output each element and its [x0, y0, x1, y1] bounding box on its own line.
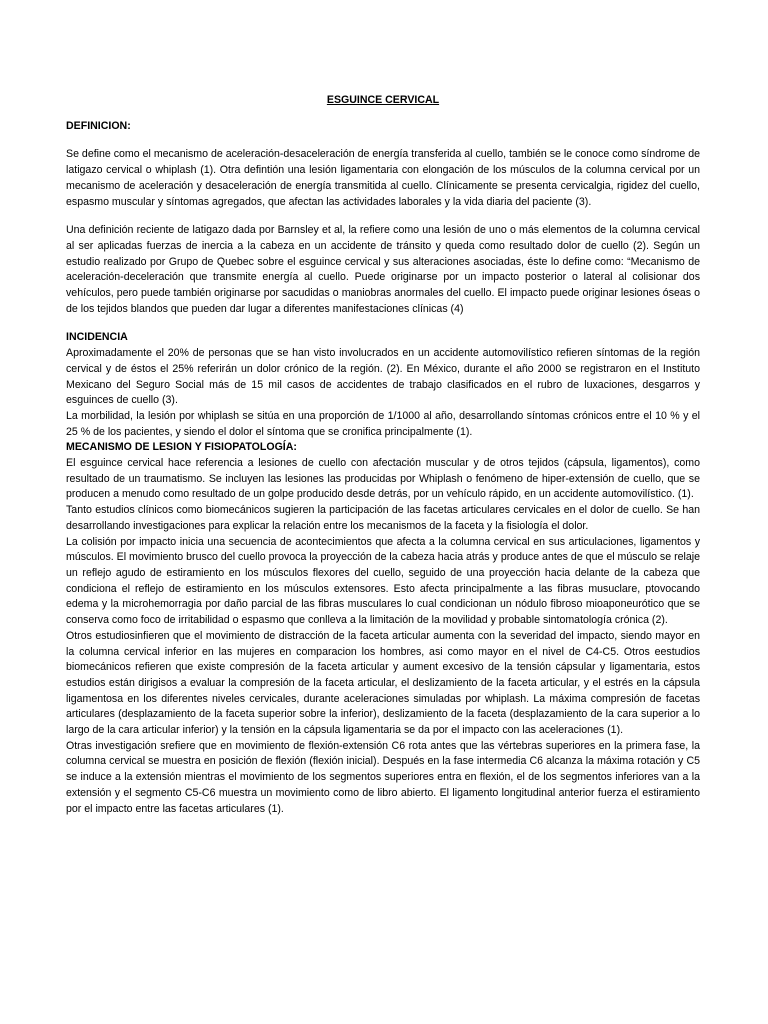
paragraph-incidencia-2: La morbilidad, la lesión por whiplash se sitúa en una proporción de 1/1000 al año, desarrollando síntomas crónicos entre el 10 % y el 25 % de los pacientes, y siendo el dolor el síntoma que se cronifica principalmente (1).: [66, 409, 700, 438]
paragraph-definicion-2: Una definición reciente de latigazo dada por Barnsley et al, la refiere como una lesión de uno o más elementos de la columna cervical al ser aplicadas fuerzas de inercia a la cabeza en un accidente de tránsito y queda como resultado dolor de cuello (2). Según un estudio realizado por Grupo de Quebec sobre el esguince cervical y sus alteraciones asociadas, éste lo define como: “Mecanismo de aceleración-deceleración que transmite energía al cuello. Puede originarse por un impacto posterior o lateral al colisionar dos vehículos, pero puede también originarse por sacudidas o maniobras anormales del cuello. El impacto puede originar lesiones óseas o de los tejidos blandos que pueden dar lugar a diferentes manifestaciones clínicas (4): [66, 224, 700, 315]
paragraph-mecanismo-5: Otras investigación srefiere que en movimiento de flexión-extensión C6 rota antes que las vértebras superiores en la primera fase, la columna cervical se muestra en posición de flexión (flexión inicial). Después en la fase intermedia C6 alcanza la máxima rotación y C5 se induce a la extensión mientras el movimiento de los segmentos superiores entra en flexión, el de los segmentos inferiores van a la extensión y el segmento C5-C6 muestra un movimiento como de libro abierto. El ligamento longitudinal anterior fuerza el estiramiento por el impacto entre las facetas articulares (1).: [66, 739, 700, 815]
paragraph-mecanismo-2: Tanto estudios clínicos como biomecánicos sugieren la participación de las facetas articulares cervicales en el dolor de cuello. Se han desarrollando investigaciones para explicar la relación entre los mecanismos de la faceta y la fisiología el dolor.: [66, 504, 700, 532]
section-heading-incidencia: INCIDENCIA: [66, 331, 128, 344]
section-heading-mecanismo: MECANISMO DE LESION Y FISIOPATOLOGÍA:: [66, 441, 297, 454]
paragraph-definicion-1: Se define como el mecanismo de aceleración-desaceleración de energía transferida al cuello, también se le conoce como síndrome de latigazo cervical o whiplash (1). Otra defintión una lesión ligamentaria con elongación de los músculos de la columna cervical por un mecanismo de aceleración y desaceleración de energía transmitida al cuello. Clínicamente se presenta cervicalgia, rigidez del cuello, espasmo muscular y síntomas agregados, que afectan las actividades laborales y la vida diaria del paciente (3).: [66, 148, 700, 208]
paragraph-incidencia-1: Aproximadamente el 20% de personas que se han visto involucrados en un accidente automovilístico refieren síntomas de la región cervical y de éstos el 25% referirán un dolor crónico de la región. (2). En México, durante el año 2000 se registraron en el Instituto Mexicano del Seguro Social más de 15 mil casos de accidentes de trabajo clasificados en el rubro de luxaciones, desgarros y esguinces de cuello (3).: [66, 347, 700, 407]
document-page: [66, 93, 700, 817]
paragraph-mecanismo-4: Otros estudiosinfieren que el movimiento de distracción de la faceta articular aumenta con la severidad del impacto, siendo mayor en la columna cervical inferior en las mujeres en comparacion los hombres, asi como mayor en el nivel de C4-C5. Otros eestudios biomecánicos refieren que existe compresión de la faceta articular y aument excesivo de la tensión cápsular y ligamentaria, estos estudios están dirigisos a evaluar la compresión de la faceta articular, el deslizamiento de la faceta articular, y el estrés en la cápsula ligamentosa en los diferentes niveles cervicales, durante aceleraciones simuladas por whiplash. La máxima compresión de facetas articulares (desplazamiento de la faceta superior sobre la inferior), deslizamiento de la faceta (desplazamiento de la cara superior a lo largo de la cara articular inferior) y la tensión en la cápsula ligamentaria se da por el impacto con las aceleraciones (1).: [66, 629, 700, 737]
paragraph-mecanismo-3: La colisión por impacto inicia una secuencia de acontecimientos que afecta a la columna cervical en sus articulaciones, ligamentos y músculos. El movimiento brusco del cuello provoca la proyección de la cabeza hacia atrás y produce antes de que el músculo se relaje un reflejo agudo de estiramiento en los músculos flexores del cuello, seguido de una proyección hacia delante de la cabeza que condiciona el reflejo de estiramiento en los músculos extensores. Esto afecta principalmente a las fibras musuclare, ptovocando edema y la microhemorragia por daño parcial de las fibras musculares lo cual condicionan un nódulo fibroso mioaponeurótico que se conserva como foco de irritabilidad o espasmo que conlleva a la limitación de la movilidad y probable sintomatología crónica (2).: [66, 535, 700, 627]
document-title: ESGUINCE CERVICAL: [326, 94, 440, 106]
section-heading-definicion: DEFINICION:: [66, 119, 131, 132]
paragraph-mecanismo-1: El esguince cervical hace referencia a lesiones de cuello con afectación muscular y de otros tejidos (cápsula, ligamentos), como resultado de un traumatismo. Se incluyen las lesiones las producidas por Whiplash o fenómeno de hiper-extensión de cuello, que se producen a menudo como resultado de un golpe producido desde detrás, por un vehículo rápido, en un accidente automovilístico. (1).: [66, 457, 700, 501]
